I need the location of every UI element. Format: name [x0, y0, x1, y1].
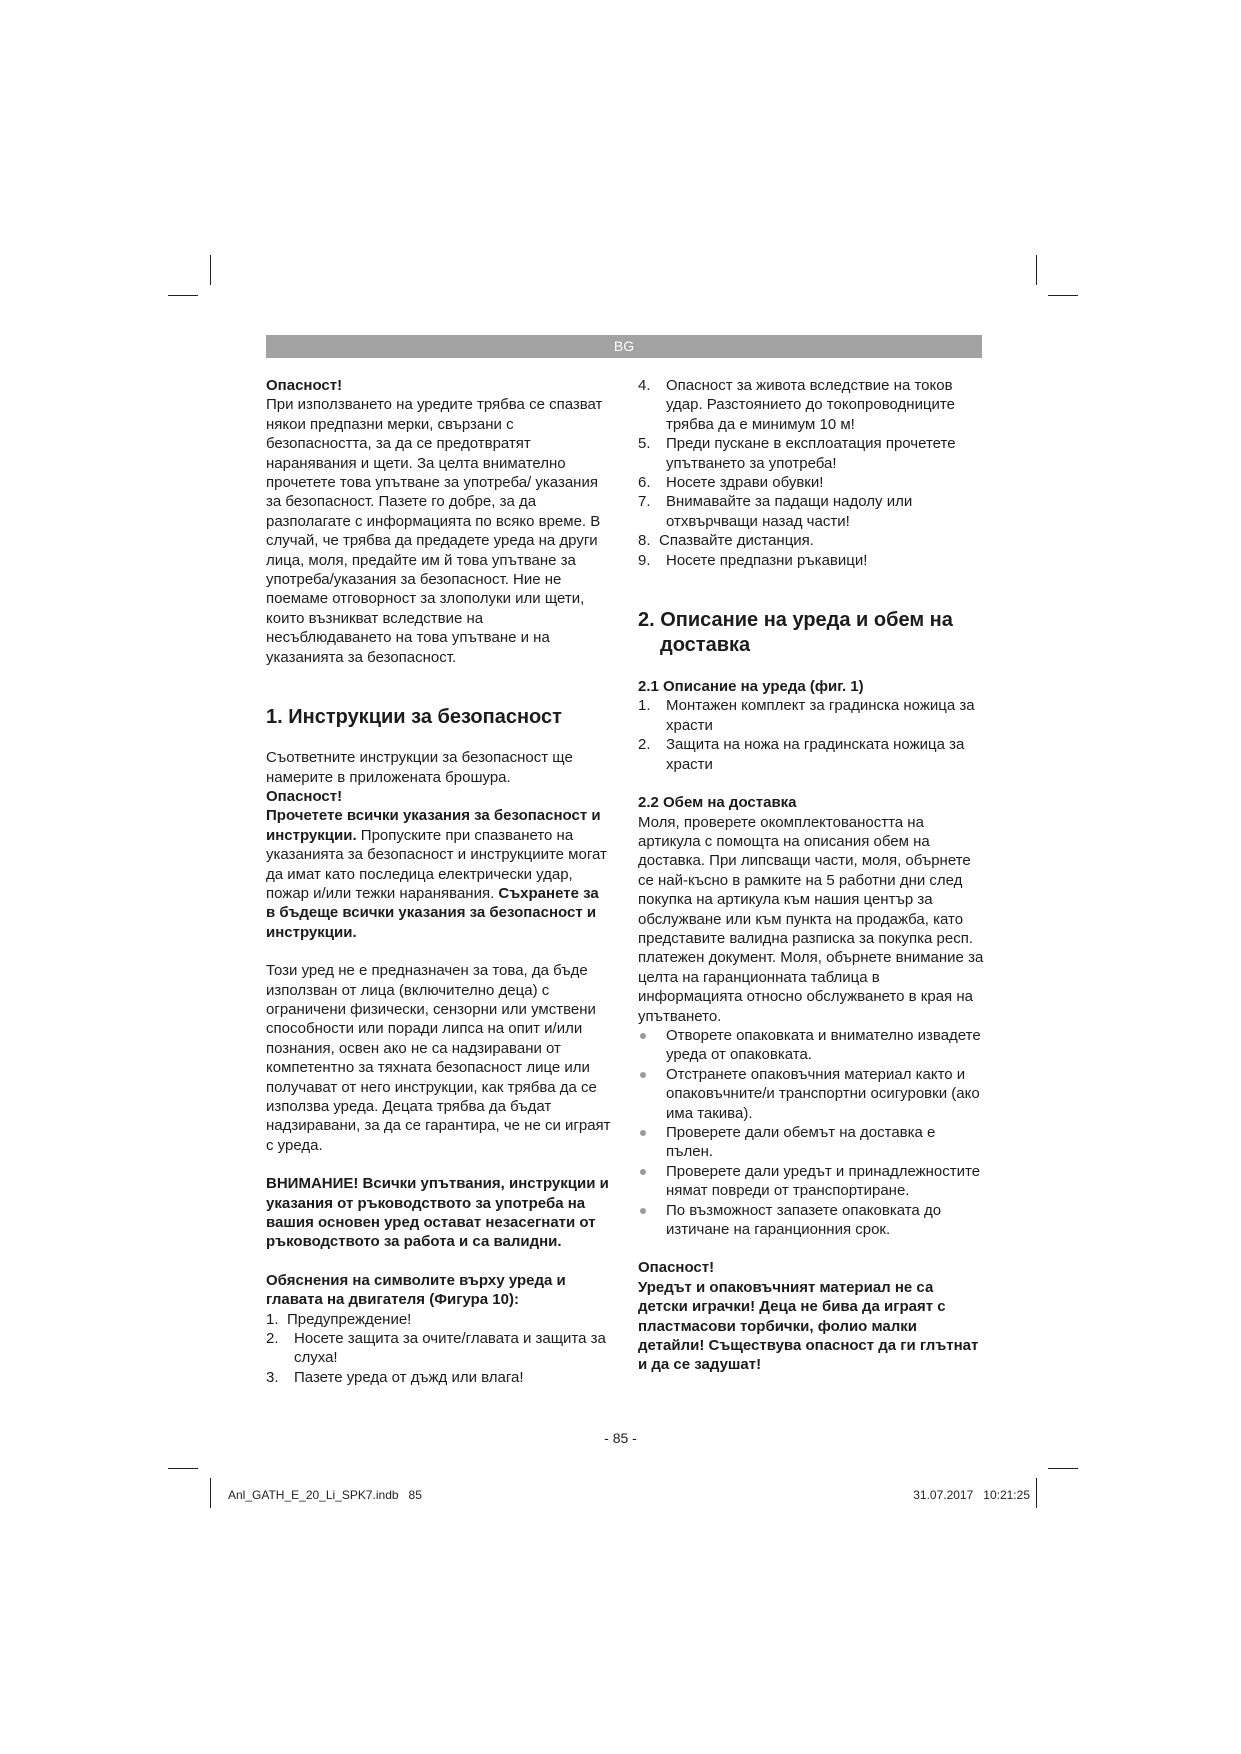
list-item: 4. Опасност за живота вследствие на токов удар. Разстоянието до токопроводниците трябва да е минимум 10 м!	[638, 377, 955, 433]
warning-title: Опасност!	[638, 1259, 715, 1277]
subsection-2-1-heading: 2.1 Описание на уреда (фиг. 1)	[638, 678, 864, 696]
list-item: 2. Защита на ножа на градинската ножица за храсти	[638, 736, 965, 773]
intro-paragraph: При използването на уредите трябва се спазват някои предпазни мерки, свързани с безопасността, за да се предотвратят наранявания и щети. За целта внимателно прочетете това упътване за употреба/ указания за безопасност. Пазете го добре, за да разполагате с информацията по всяко време. В случай, че трябва да предадете уреда на други лица, моля, предайте им й това упътване за употреба/указания за безопасност. Ние не поемаме отговорност за злополуки или щети, които възникват вследствие на несъблюдаването на това упътване и на указанията за безопасност.	[266, 396, 603, 666]
warning-body: Пропуските при спазването на указанията за безопасност и инструкциите могат да имат като последица електрически удар, пожар и/или тежки наранявания.	[266, 826, 607, 902]
symbols-list-continued	[638, 376, 984, 570]
list-item: 7. Внимавайте за падащи надолу или отхвърчващи назад части!	[638, 493, 913, 530]
list-item: 1. Предупреждение!	[266, 1310, 412, 1328]
crop-mark	[210, 1478, 211, 1508]
crop-mark	[1036, 255, 1037, 285]
packaging-warning: Уредът и опаковъчният материал не са детски играчки! Деца не бива да играят с пластмасови торбички, фолио малки детайли! Съществува опасност да ги глътнат и да се задушат!	[638, 1278, 979, 1374]
list-item: 2. Носете защита за очите/главата и защита за слуха!	[266, 1330, 606, 1367]
attention-paragraph: ВНИМАНИЕ! Всички упътвания, инструкции и указания от ръководството за употреба на вашия основен уред остават незасегнати от ръководството за работа и са валидни.	[266, 1175, 609, 1251]
parts-list	[638, 696, 984, 774]
list-item: 5. Преди пускане в експлоатация прочетете упътването за употреба!	[638, 435, 956, 472]
list-item: Отстранете опаковъчния материал както и опаковъчните/и транспортни осигуровки (ако има такива).	[638, 1065, 984, 1123]
list-item: Проверете дали уредът и принадлежностите нямат повреди от транспортиране.	[638, 1162, 984, 1201]
delivery-bullets	[638, 1026, 984, 1239]
footer-timestamp: 31.07.2017 10:21:25	[913, 1488, 1030, 1502]
safety-warning-paragraph	[266, 806, 612, 942]
list-item: 6. Носете здрави обувки!	[638, 474, 824, 492]
list-item: Проверете дали обемът на доставка е пълен.	[638, 1123, 984, 1162]
subsection-2-2-heading: 2.2 Обем на доставка	[638, 794, 797, 812]
section-2-heading: 2. Описание на уреда и обем на доставка	[638, 609, 953, 657]
warning-bold-tail: Съхранете за в бъдеще всички указания за безопасност и инструкции.	[266, 884, 599, 941]
list-item: 8. Спазвайте дистанция.	[638, 532, 814, 550]
children-paragraph: Този уред не е предназначен за това, да бъде използван от лица (включително деца) с ограничени физически, сензорни или умствени способности или поради липса на опит и/или познания, освен ако не са надзиравани от компетентно за тяхната безопасност лице или получават от него инструкции, как трябва да се използва уреда. Децата трябва да бъдат надзиравани, за да се гарантира, че не си играят с уреда.	[266, 962, 611, 1154]
crop-mark	[168, 295, 198, 296]
list-item: По възможност запазете опаковката до изтичане на гаранционния срок.	[638, 1201, 984, 1240]
list-item: 9. Носете предпазни ръкавици!	[638, 551, 868, 569]
crop-mark	[1036, 1478, 1037, 1508]
warning-bold-lead: Прочетете всички указания за безопасност и инструкции.	[266, 807, 601, 844]
crop-mark	[1048, 295, 1078, 296]
left-column	[266, 376, 612, 1387]
list-item: Отворете опаковката и внимателно извадете уреда от опаковката.	[638, 1026, 984, 1065]
warning-title: Опасност!	[266, 787, 343, 805]
list-item: 1. Монтажен комплект за градинска ножица за храсти	[638, 697, 975, 734]
page-number: - 85 -	[604, 1430, 637, 1446]
crop-mark	[1048, 1468, 1078, 1469]
language-band: BG	[266, 335, 982, 358]
crop-mark	[168, 1468, 198, 1469]
list-item: 3. Пазете уреда от дъжд или влага!	[266, 1368, 524, 1386]
symbols-list	[266, 1310, 612, 1388]
footer-file: Anl_GATH_E_20_Li_SPK7.indb 85	[228, 1488, 422, 1502]
symbols-heading: Обяснения на символите върху уреда и главата на двигателя (Фигура 10):	[266, 1271, 566, 1309]
crop-mark	[210, 255, 211, 285]
section-1-heading: 1. Инструкции за безопасност	[266, 706, 562, 729]
section-1-intro: Съответните инструкции за безопасност ще намерите в приложената брошура.	[266, 749, 573, 786]
right-column	[638, 376, 984, 1375]
delivery-paragraph: Моля, проверете окомплектоваността на артикула с помощта на описания обем на доставка. При липсващи части, моля, обърнете се най-късно в рамките на 5 работни дни след покупка на артикула към нашия център за обслужване или към пункта на продажба, като представите валидна разписка за покупка респ. платежен документ. Моля, обърнете внимание за целта на гаранционната таблица в информацията относно обслужването в края на упътването.	[638, 813, 984, 1025]
warning-title: Опасност!	[266, 377, 343, 394]
